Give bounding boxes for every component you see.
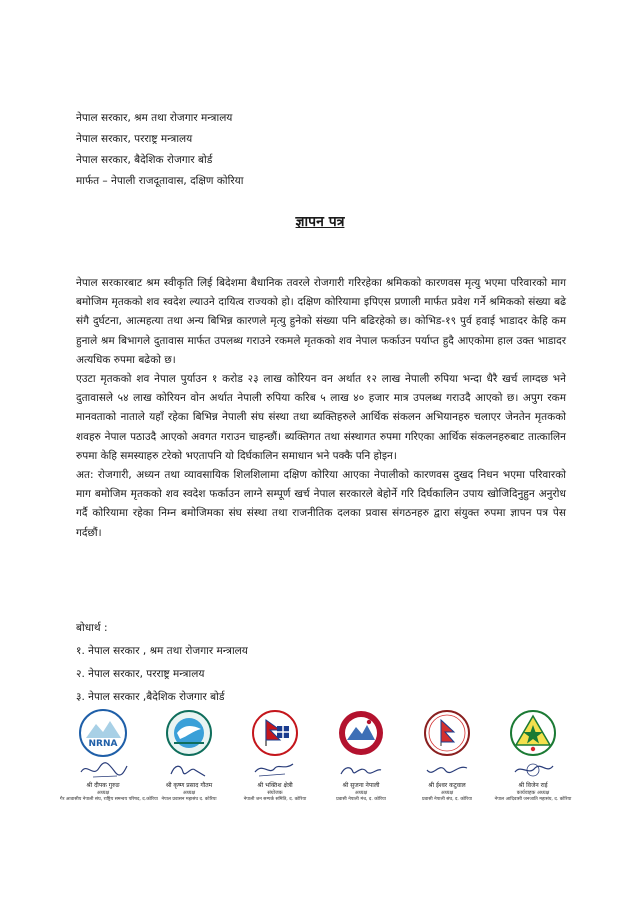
signatory-name: श्री ईश्वर कटुवाल [428,782,466,789]
cc-block [76,617,248,709]
body-paragraph: एउटा मृतकको शव नेपाल पुर्याउन १ करोड २३ लाख कोरियन वन अर्थात १२ लाख नेपाली रुपिया भन्दा धैरै खर्च लाग्दछ भने दुतावासले ५४ लाख कोरियन वोन अर्थात नेपाली रुपिया करिब ५ लाख ४० हजार मात्र उपलब्ध गराउदै आएको छ। अपुग रकम मानवताको नाताले यहाँ रहेका बिभिन्न नेपाली संघ संस्था तथा ब्यक्तिहरुले आर्थिक संकलन अभियानहरु चलाएर जेनतेन मृतकको शवहरु नेपाल पठाउदै आएको अवगत गराउन चाहन्छौं। ब्यक्तिगत तथा संस्थागत रुपमा गरिएका आर्थिक संकलनहरुबाट तात्कालिन रुपमा केहि समस्याहरु टरेको भएतापनि यो दिर्घकालिन समाधान भने पक्कै पनि होइन। [76,373,566,462]
signatory-org: गैर आवासीय नेपाली संघ, राष्ट्रिय समन्वय परिषद, द.कोरिया [60,797,158,802]
mountain-emblem-icon [336,708,386,758]
signatory-name: श्री कृष्ण प्रसाद गौतम [165,782,213,789]
signatory-org: नेपाल प्रवासन महासंघ द. कोरिया [161,797,217,802]
signatory-role: अध्यक्ष [440,790,454,796]
signatory-org: प्रवासी नेपाली मंच, द. कोरिया [336,797,386,802]
signatory-role: अध्यक्ष [96,790,110,796]
signatory-role: अध्यक्ष [354,790,368,796]
nrna-logo-icon [78,708,128,758]
flag-emblem-icon [250,708,300,758]
signatory-jana-samparka [232,708,318,803]
signatory-org: नेपाली जन सम्पर्क समिति, द. कोरिया [243,797,307,802]
body-paragraph: नेपाल सरकारबाट श्रम स्वीकृति लिई बिदेशमा बैधानिक तवरले रोजगारी गरिरहेका श्रमिकको कारणवस मृत्यु भएमा परिवारको माग बमोजिम मृतकको शव स्वदेश ल्याउने दायित्व राज्यको हो। दक्षिण कोरियामा इपिएस प्रणाली मार्फत प्रवेश गर्ने श्रमिकको संख्या बढे संगै दुर्घटना, आत्महत्या तथा अन्य बिभिन्न कारणले मृत्यु हुनेको संख्या पनि बढिरहेको छ। कोभिड-१९ पुर्व हवाई भाडादर केहि कम हुनाले श्रम बिभागले दुतावास मार्फत उपलब्ध गराउने रकमले मृतकको शव नेपाल फर्काउन पर्याप्त हुदै आएकोमा हाल उक्त भाडादर अत्यधिक रुपमा बढेको छ। [76,277,566,366]
signatory-pravasi-sangh [404,708,490,803]
dove-emblem-icon [164,708,214,758]
cc-line: २. नेपाल सरकार, परराष्ट्र मन्त्रालय [76,668,205,680]
recipient-line: मार्फत – नेपाली राजदूतावास, दक्षिण कोरिया [76,175,244,187]
cc-line: १. नेपाल सरकार , श्रम तथा रोजगार मन्त्रालय [76,645,248,657]
signature-icon [159,758,219,782]
signature-icon [245,758,305,782]
svg-text:NRNA: NRNA [88,739,118,749]
nepal-flag-emblem-icon [422,708,472,758]
signatory-role: कार्यवाहक अध्यक्ष [516,790,550,796]
signatory-role: संयोजक [267,790,283,796]
signatory-pravasi-manch [318,708,404,803]
signatory-role: अध्यक्ष [182,790,196,796]
signatory-name: श्री दीपक गुरुङ [86,782,120,789]
document-title: ज्ञापन पत्र [295,214,345,230]
signatory-org: नेपाल आदिवासी जनजाति महासंघ, द. कोरिया [494,797,572,802]
signatory-name: श्री सुजना नेपाली [342,782,380,789]
signature-icon [417,758,477,782]
signature-icon [73,758,133,782]
recipient-line: नेपाल सरकार, श्रम तथा रोजगार मन्त्रालय [76,112,233,124]
signatory-janajati [490,708,576,803]
signatory-name: श्री विजेन राई [518,782,548,789]
signatory-pravasan [146,708,232,803]
signatory-nrna [60,708,158,803]
memorandum-body [76,274,566,543]
body-paragraph: अत: रोजगारी, अध्यन तथा व्यावसायिक शिलशिलामा दक्षिण कोरिया आएका नेपालीको कारणवस दुखद निधन भएमा परिवारको माग बमोजिम मृतकको शव स्वदेश फर्काउन लाग्ने सम्पूर्ण खर्च नेपाल सरकारले बेहोर्ने गरि दिर्घकालिन उपाय खोजिदिनुहुन अनुरोध गर्दै कोरियामा रहेका निम्न बमोजिमका संघ संस्था तथा राजनीतिक दलका प्रवास संगठनहरु द्वारा संयुक्त रुपमा ज्ञापन पत्र पेस गर्दछौं। [76,469,566,539]
star-triangle-emblem-icon [508,708,558,758]
signature-icon [331,758,391,782]
signatory-name: श्री भक्तिश क्षेत्री [257,782,293,789]
recipient-address-block [76,108,243,192]
cc-line: ३. नेपाल सरकार ,बैदेशिक रोजगार बोर्ड [76,691,225,703]
signatory-org: प्रवासी नेपाली संघ, द. कोरिया [422,797,472,802]
signatory-row [60,708,580,828]
recipient-line: नेपाल सरकार, बैदेशिक रोजगार बोर्ड [76,154,213,166]
signature-icon [503,758,563,782]
recipient-line: नेपाल सरकार, परराष्ट्र मन्त्रालय [76,133,193,145]
cc-heading: बोधार्थ : [76,622,108,634]
